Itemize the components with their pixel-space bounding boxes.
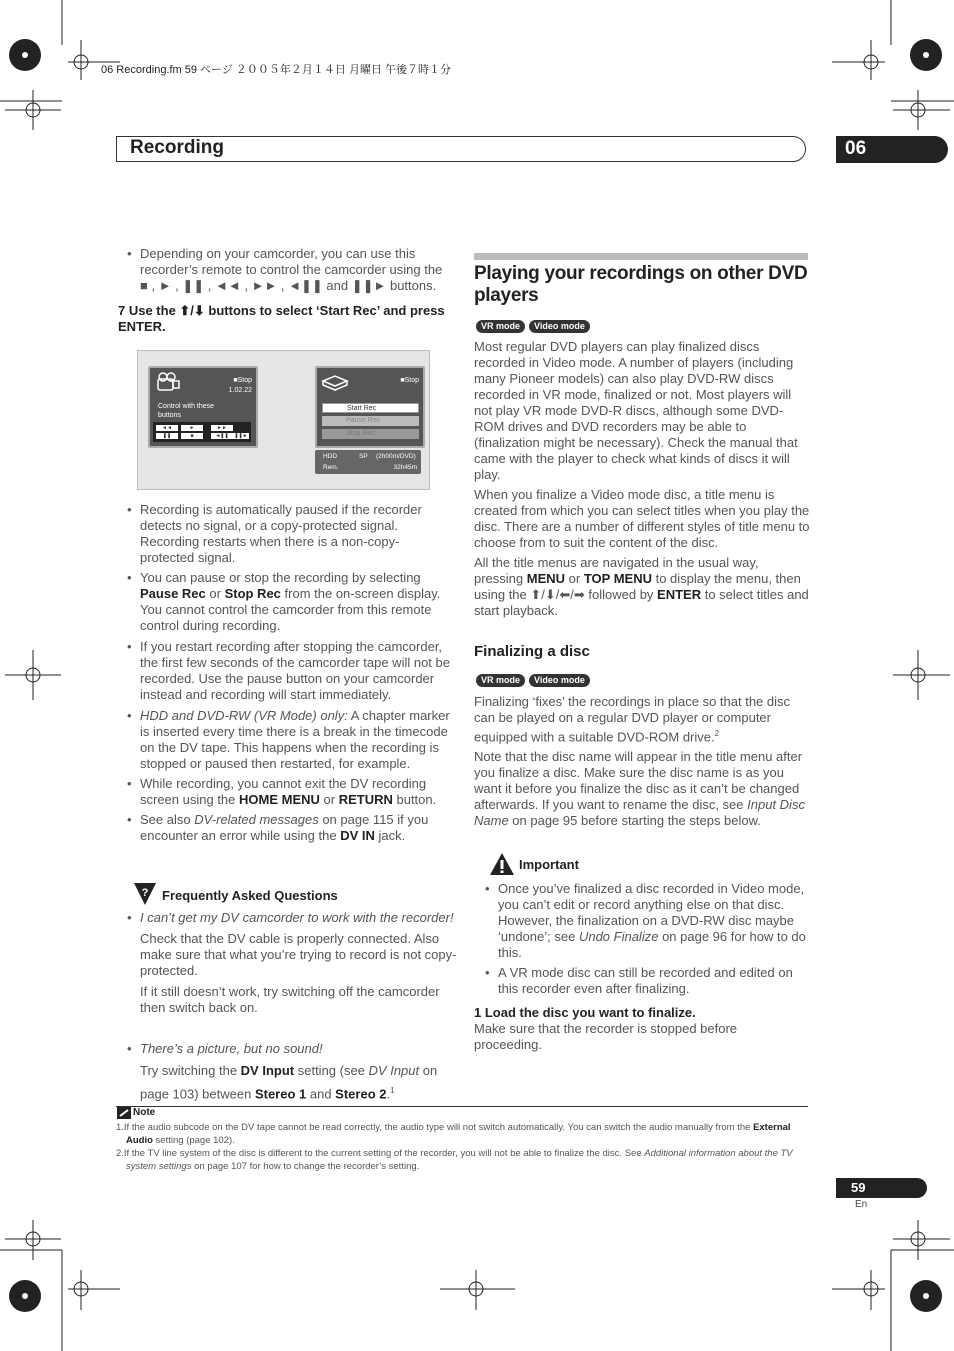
camcorder-panel: [148, 366, 258, 448]
list-item: • You can pause or stop the recording by selecting Pause Rec or Stop Rec from the on-screen display. You cannot control the camcorder from this remote control during recording.: [118, 570, 453, 634]
faq-content: [118, 910, 458, 1104]
paragraph: Finalizing ‘fixes’ the recordings in place so that the disc can be played on a regular DVD player or computer equipped with a suitable DVD-ROM drive.$^2$: [474, 694, 791, 745]
paragraph: When you finalize a Video mode disc, a title menu is created from which you can select titles when you play the disc. There are a number of different styles of title menu to choose from to suit the content of the disc.: [474, 487, 810, 550]
list-item: • Recording is automatically paused if the recorder detects no signal, or a copy-protected signal. Recording restarts when there is a non-copy-protected signal.: [118, 502, 453, 566]
faq-answer: If it still doesn’t work, try switching off the camcorder then switch back on.: [140, 984, 440, 1015]
faq-answer: Check that the DV cable is properly connected. Also make sure that what you’re trying to record is not copy-protected.: [140, 931, 457, 978]
disc-info-panel: [315, 450, 421, 474]
faq-question: • There’s a picture, but no sound!: [118, 1041, 458, 1057]
section-body: [474, 339, 810, 619]
footnote: 2.If the TV line system of the disc is different to the current setting of the recorder, you will not be able to finalize the disc. See Additional information about the TV system settings on page 107 for how to change the recorder’s setting.: [116, 1148, 793, 1172]
step-forward-button[interactable]: ❚❚►: [234, 433, 248, 439]
paragraph: Most regular DVD players can play finalized discs recorded in Video mode. A number of players (including many Pioneer models) can also play DVD-RW discs recorded in VR mode, finalized or not. Most players will not play VR mode DVD-R discs, although some DVD-ROM drives and DVD recorders may be able to (finalization might be necessary). Check the manual that came with the player to check what kinds of discs it will play.: [474, 339, 798, 482]
menu-stop-rec[interactable]: Stop Rec: [322, 429, 419, 439]
left-time: 1.02.22: [228, 387, 252, 394]
page-number-tab: [836, 1178, 927, 1198]
important-icon: [489, 852, 515, 876]
faq-title: Frequently Asked Questions: [162, 888, 338, 903]
intro-text: Depending on your camcorder, you can use this recorder’s remote to control the camcorder using the: [140, 246, 443, 277]
step-1: 1 Load the disc you want to finalize.: [474, 1005, 696, 1020]
menu-pause-rec[interactable]: Pause Rec: [322, 416, 419, 426]
list-item: • Once you’ve finalized a disc recorded in Video mode, you can’t edit or record anything else on that disc. However, the finalization on a DVD-RW disc maybe ‘undone’; see Undo Finalize on page 96 for how to do this.: [476, 881, 810, 961]
faq-question: • I can’t get my DV camcorder to work with the recorder!: [118, 910, 458, 926]
note-label: [116, 1107, 158, 1120]
note-title: Note: [133, 1107, 156, 1118]
vr-mode-badge: VR mode: [476, 674, 525, 687]
video-mode-badge: Video mode: [529, 320, 590, 333]
subsection-title: Finalizing a disc: [474, 643, 590, 660]
step-1-text: Make sure that the recorder is stopped before proceeding.: [474, 1021, 738, 1052]
info-detail: (2h00m/DVD): [376, 453, 416, 460]
paragraph: Note that the disc name will appear in the title menu after you finalize a disc. Make sure the disc name is as you want it before you finalize the disc as it can’t be changed afterwards. If you want to rename the disc, see Input Disc Name on page 95 before starting the steps below.: [474, 749, 805, 829]
control-text: Control with these buttons: [158, 403, 215, 419]
list-item: • See also DV-related messages on page 115 if you encounter an error while using the DV IN jack.: [118, 812, 453, 844]
chapter-title: Recording: [130, 137, 224, 158]
chapter-number-tab: [836, 136, 948, 163]
rewind-button[interactable]: ◄◄: [156, 425, 178, 431]
note-icon: [117, 1107, 131, 1119]
important-list: [476, 881, 810, 997]
recorder-panel: [315, 366, 425, 448]
intro-buttons: ■ , ► , ❚❚ , ◄◄ , ►► , ◄❚❚ and ❚❚► buttons.: [140, 278, 437, 293]
osd-screenshot: [137, 350, 430, 490]
menu-start-rec[interactable]: Start Rec: [322, 403, 419, 413]
faq-answer: Try switching the DV Input setting (see DV Input on page 103) between Stereo 1 and Stereo 2.$^1$: [140, 1063, 438, 1102]
section-title: Playing your recordings on other DVD players: [474, 263, 808, 306]
section-bar: [474, 253, 808, 260]
chapter-number: 06: [845, 138, 867, 159]
ff-button[interactable]: ►►: [211, 425, 233, 431]
control-buttons: [153, 422, 251, 442]
camcorder-icon: [155, 372, 181, 394]
step-7: 7 Use the ⬆/⬇ buttons to select ‘Start Rec’ and press ENTER.: [118, 303, 445, 334]
paragraph: All the title menus are navigated in the usual way, pressing MENU or TOP MENU to display the menu, then using the ⬆/⬇/⬅/➡ followed by ENTER to select titles and start playback.: [474, 555, 809, 618]
stop-button[interactable]: ■: [181, 433, 203, 439]
mode-badges: [476, 316, 594, 334]
info-drive: HDD: [323, 453, 338, 460]
list-item: • If you restart recording after stopping the camcorder, the first few seconds of the camcorder tape will not be recorded. Use the pause button on your camcorder instead and recording will start immediately.: [118, 639, 453, 703]
play-button[interactable]: ►: [181, 425, 203, 431]
info-rem-value: 32h45m: [393, 464, 417, 471]
print-header: 06 Recording.fm 59 ページ ２００５年２月１４日 月曜日 午後７時１分: [101, 64, 452, 76]
video-mode-badge: Video mode: [529, 674, 590, 687]
svg-text:?: ?: [141, 887, 149, 899]
intro-bullet: [118, 246, 453, 294]
important-title: Important: [519, 857, 579, 872]
page-number: 59: [851, 1180, 866, 1195]
page-language: En: [855, 1199, 868, 1210]
list-item: • HDD and DVD-RW (VR Mode) only: A chapter marker is inserted every time there is a break in the timecode on the DV tape. This happens when the recording is stopped or paused then restarted, for example.: [118, 708, 453, 772]
finalize-body: [474, 694, 810, 829]
step-back-button[interactable]: ◄❚❚: [211, 433, 233, 439]
note-rule: [116, 1106, 808, 1107]
left-status: ■Stop: [233, 377, 252, 384]
footnotes: [116, 1122, 808, 1173]
faq-icon: [132, 881, 158, 907]
recorder-icon: [321, 374, 349, 392]
right-status: ■Stop: [400, 377, 419, 384]
mode-badges: [476, 670, 594, 688]
vr-mode-badge: VR mode: [476, 320, 525, 333]
info-mode: SP: [359, 453, 368, 460]
footnote: 1.If the audio subcode on the DV tape cannot be read correctly, the audio type will not switch automatically. You can switch the audio manually from the External Audio setting (page 102).: [116, 1122, 791, 1146]
pause-button[interactable]: ❚❚: [156, 433, 178, 439]
notes-list: [118, 502, 453, 844]
list-item: • While recording, you cannot exit the DV recording screen using the HOME MENU or RETURN button.: [118, 776, 453, 808]
info-rem-label: Rem.: [323, 464, 339, 471]
list-item: • A VR mode disc can still be recorded and edited on this recorder even after finalizing.: [476, 965, 810, 997]
